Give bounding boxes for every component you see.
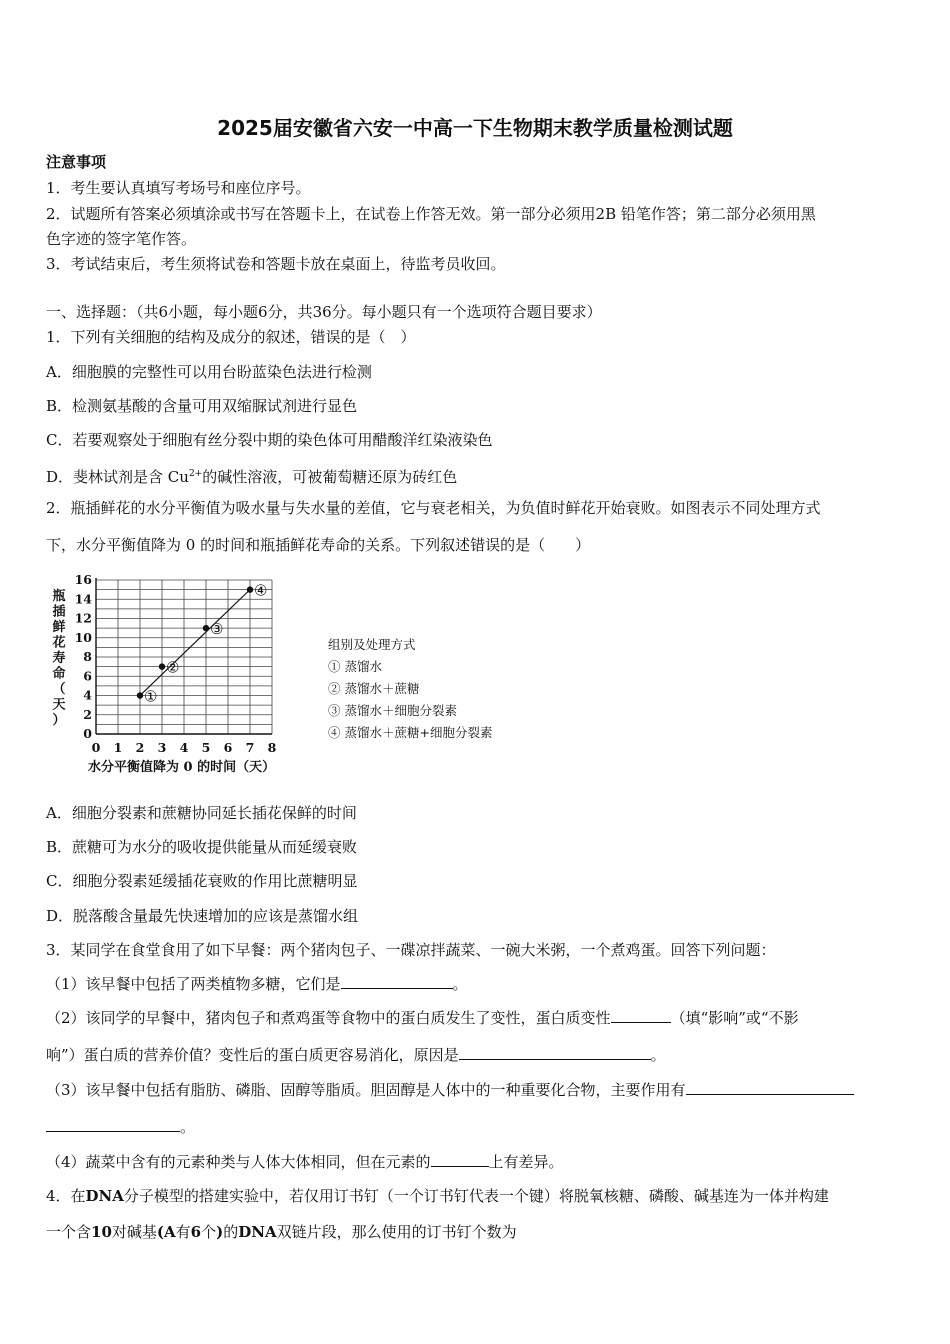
chart-points [137,582,268,706]
data-point-label: ④ [254,581,268,600]
q4-text-bold: 6 [190,1223,202,1241]
x-tick-label: 1 [113,740,123,755]
q2-option-a: A．细胞分裂素和蔗糖协同延长插花保鲜的时间 [46,804,357,822]
q1-stem: 1．下列有关细胞的结构及成分的叙述，错误的是（ ） [46,328,416,346]
y-tick-label: 0 [83,726,92,741]
q3-part1 [46,974,468,994]
ylabel-char: 鲜 [52,620,66,635]
q4-text-bold: 10 [91,1223,112,1241]
y-tick-label: 2 [83,706,92,722]
legend-entry: ② 蒸馏水＋蔗糖 [328,681,420,696]
q4-text-bold: DNA [238,1223,277,1241]
ylabel-char: 天 [52,697,66,713]
q4-text-bold: (A [156,1223,176,1241]
notice-heading: 注意事项 [46,153,107,171]
chart-ylabel [51,588,65,728]
data-point [137,692,143,698]
q3-p3b-end: 。 [180,1118,196,1136]
answer-blank[interactable] [431,1152,489,1167]
q3-p1-text: （1）该早餐中包括了两类植物多糖，它们是 [46,975,341,993]
ylabel-char: 瓶 [52,589,66,604]
chart-xlabel: 水分平衡值降为 0 的时间（天） [88,760,276,775]
answer-blank[interactable] [459,1045,651,1060]
x-tick-label: 0 [91,740,101,755]
x-tick-label: 6 [223,740,233,755]
y-tick-label: 4 [83,687,92,703]
y-tick-label: 16 [74,572,92,587]
y-tick-label: 10 [74,629,92,645]
data-point-label: ① [144,687,158,706]
q3-p2-end: （填“影响”或“不影 [670,1009,799,1027]
chart-trend-line [140,590,250,696]
notice-item: 色字迹的签字笔作答。 [46,230,197,248]
q4-text-bold: DNA [85,1187,124,1205]
data-point-label: ③ [210,620,224,639]
q3-p4-text: （4）蔬菜中含有的元素种类与人体大体相同，但在元素的 [46,1153,431,1171]
q1-option-d [46,464,457,487]
q1-option-b: B．检测氨基酸的含量可用双缩脲试剂进行显色 [46,397,358,415]
data-point-label: ② [166,658,180,677]
data-point [247,586,253,592]
q3-p2b-end: 。 [650,1046,666,1064]
q3-p2b-text: 响”）蛋白质的营养价值？变性后的蛋白质更容易消化，原因是 [46,1046,459,1064]
y-tick-label: 12 [74,610,92,626]
q3-part3-cont [46,1117,195,1137]
q2-option-b: B．蔗糖可为水分的吸收提供能量从而延缓衰败 [46,838,358,856]
notice-item: 1．考生要认真填写考场号和座位序号。 [46,179,311,197]
notice-item: 2．试题所有答案必须填涂或书写在答题卡上，在试卷上作答无效。第一部分必须用2B 铅笔作答；第二部分必须用黑 [46,205,816,223]
q3-p3-text: （3）该早餐中包括有脂肪、磷脂、固醇等脂质。胆固醇是人体中的一种重要化合物，主要作用有 [46,1081,686,1099]
q1-option-a: A．细胞膜的完整性可以用台盼蓝染色法进行检测 [46,363,372,381]
legend-entry: ④ 蒸馏水＋蔗糖+细胞分裂素 [328,725,493,740]
x-tick-label: 3 [157,740,167,755]
answer-blank[interactable] [46,1117,180,1132]
ylabel-char: （ [52,682,66,697]
section-heading: 一、选择题：（共6小题，每小题6分，共36分。每小题只有一个选项符合题目要求） [46,303,602,321]
x-tick-label: 2 [135,740,145,755]
q1-d-sup: 2+ [188,469,203,479]
q2-option-c: C．细胞分裂素延缓插花衰败的作用比蔗糖明显 [46,872,358,890]
chart-grid [96,580,272,734]
q4-stem-line1 [46,1186,829,1206]
q4-text: 对碱基 [111,1223,157,1241]
answer-blank[interactable] [686,1080,854,1095]
ylabel-char: 命 [52,666,66,682]
chart-legend-title: 组别及处理方式 [328,637,416,652]
q3-p1-end: 。 [452,975,468,993]
q4-text: 双链片段，那么使用的订书钉个数为 [276,1223,517,1241]
y-tick-label: 8 [83,649,92,664]
q3-part4 [46,1152,564,1172]
q3-stem: 3．某同学在食堂食用了如下早餐：两个猪肉包子、一碟凉拌蔬菜、一碗大米粥，一个煮鸡蛋。回答下列问题： [46,941,776,959]
q1-option-c: C．若要观察处于细胞有丝分裂中期的染色体可用醋酸洋红染液染色 [46,431,493,449]
page-title: 2025届安徽省六安一中高一下生物期末教学质量检测试题 [217,116,733,140]
q4-text: 分子模型的搭建实验中，若仅用订书钉（一个订书钉代表一个键）将脱氧核糖、磷酸、碱基连为一体并构建 [123,1187,829,1205]
q4-text: 4．在 [46,1187,86,1205]
notice-item: 3．考试结束后，考生须将试卷和答题卡放在桌面上，待监考员收回。 [46,255,506,273]
q4-text-bold: ) [216,1223,224,1241]
q3-p2-text: （2）该同学的早餐中，猪肉包子和煮鸡蛋等食物中的蛋白质发生了变性，蛋白质变性 [46,1009,611,1027]
ylabel-char: 寿 [52,651,66,666]
y-tick-label: 6 [83,668,92,684]
q4-stem-line2 [46,1222,517,1242]
q4-text: 个 [201,1223,217,1241]
chart-legend [328,659,492,740]
q3-part3 [46,1080,854,1100]
q2-chart [40,568,540,783]
x-tick-label: 5 [201,740,211,755]
legend-entry: ① 蒸馏水 [328,659,382,674]
q4-text: 有 [175,1223,191,1241]
x-tick-label: 4 [179,740,189,755]
q3-part2-cont [46,1045,666,1065]
q2-stem-line2: 下，水分平衡值降为 0 的时间和瓶插鲜花寿命的关系。下列叙述错误的是（ ） [46,536,591,554]
q3-p4-end: 上有差异。 [488,1153,564,1171]
q1-d-text: D．斐林试剂是含 Cu [46,468,189,486]
q4-text: 的 [223,1223,239,1241]
data-point [159,663,165,669]
q2-option-d: D．脱落酸含量最先快速增加的应该是蒸馏水组 [46,907,359,925]
ylabel-char: 花 [52,635,66,651]
x-tick-label: 7 [245,740,255,755]
data-point [203,625,209,631]
legend-entry: ③ 蒸馏水＋细胞分裂素 [328,703,457,718]
answer-blank[interactable] [341,974,453,989]
q4-text: 一个含 [46,1223,92,1241]
answer-blank[interactable] [611,1008,671,1023]
y-tick-label: 14 [74,591,92,607]
q3-part2 [46,1008,799,1028]
q2-stem-line1: 2．瓶插鲜花的水分平衡值为吸水量与失水量的差值，它与衰老相关，为负值时鲜花开始衰败。如图表示不同处理方式 [46,499,821,517]
ylabel-char: 插 [52,604,66,620]
q1-d-text-end: 的碱性溶液，可被葡萄糖还原为砖红色 [202,468,458,486]
x-tick-label: 8 [267,740,277,755]
ylabel-char: ） [52,713,66,728]
